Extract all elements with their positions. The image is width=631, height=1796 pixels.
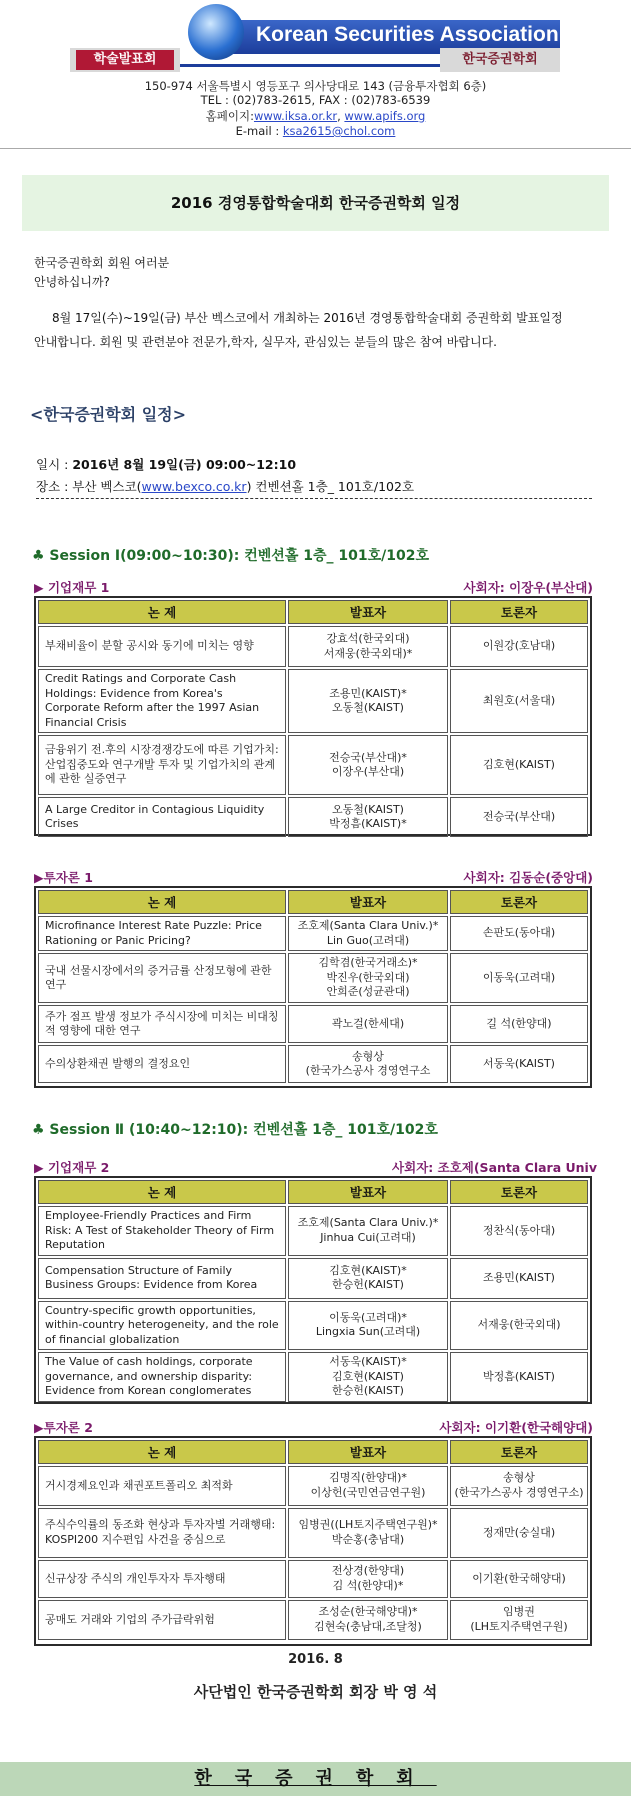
table-row	[38, 1466, 588, 1506]
col-topic: 논 제	[38, 600, 286, 624]
block-3-title: ▶ 기업재무 2	[34, 1160, 110, 1175]
presenter-cell: 조호제(Santa Clara Univ.)* Lin Guo(고려대)	[288, 916, 448, 951]
date-label: 일시 :	[36, 457, 73, 472]
header-divider	[0, 148, 631, 149]
bottom-banner-link[interactable]: 한국증권학회	[194, 1768, 437, 1789]
col-discussant: 토론자	[450, 1440, 588, 1464]
table-row	[38, 797, 588, 837]
greeting-line-2: 안녕하십니까?	[34, 275, 110, 289]
block-1-title: ▶ 기업재무 1	[34, 580, 110, 595]
presenter-cell: 김학겸(한국거래소)* 박진우(한국외대) 안희준(성균관대)	[288, 953, 448, 1003]
greeting-line-1: 한국증권학회 회원 여러분	[34, 256, 170, 270]
discussant-cell: 조용민(KAIST)	[450, 1258, 588, 1299]
col-discussant: 토론자	[450, 890, 588, 914]
table-row	[38, 626, 588, 667]
discussant-cell: 손판도(동아대)	[450, 916, 588, 951]
homepage-line	[0, 108, 631, 124]
table-row	[38, 953, 588, 1003]
block-4-title: ▶투자론 2	[34, 1420, 93, 1435]
presenter-cell: 전상경(한양대) 김 석(한양대)*	[288, 1560, 448, 1598]
topic-cell: 신규상장 주식의 개인투자자 투자행태	[38, 1560, 286, 1598]
topic-cell: Microfinance Interest Rate Puzzle: Price Rationing or Panic Pricing?	[38, 916, 286, 951]
table-row	[38, 1258, 588, 1299]
col-discussant: 토론자	[450, 600, 588, 624]
topic-cell: 부채비율이 분할 공시와 동기에 미치는 영향	[38, 626, 286, 667]
discussant-cell: 이동욱(고려대)	[450, 953, 588, 1003]
block-2-table	[34, 886, 592, 1088]
block-4-moderator: 사회자: 이기환(한국해양대)	[439, 1420, 593, 1435]
globe-icon	[188, 4, 244, 60]
block-2-moderator: 사회자: 김동순(중앙대)	[463, 870, 593, 885]
discussant-cell: 정재만(숭실대)	[450, 1508, 588, 1558]
bottom-banner	[0, 1762, 631, 1796]
badge-left-label: 학술발표회	[76, 50, 174, 70]
col-topic: 논 제	[38, 1180, 286, 1204]
presenter-cell: 임병권((LH토지주택연구원)* 박순홍(충남대)	[288, 1508, 448, 1558]
discussant-cell: 정찬식(동아대)	[450, 1206, 588, 1256]
topic-cell: 거시경제요인과 채권포트폴리오 최적화	[38, 1466, 286, 1506]
presenter-cell: 곽노걸(한세대)	[288, 1005, 448, 1043]
block-3-table	[34, 1176, 592, 1404]
topic-cell: 국내 선물시장에서의 증거금률 산정모형에 관한 연구	[38, 953, 286, 1003]
date-line	[36, 455, 296, 473]
presenter-cell: 조호제(Santa Clara Univ.)* Jinhua Cui(고려대)	[288, 1206, 448, 1256]
intro-line-1: 8월 17일(수)~19일(금) 부산 벡스코에서 개최하는 2016년 경영통합학술대회 증권학회 발표일정	[52, 311, 563, 325]
block-4-table	[34, 1436, 592, 1646]
homepage-link-iksa[interactable]: www.iksa.or.kr	[253, 109, 338, 123]
topic-cell: A Large Creditor in Contagious Liquidity Crises	[38, 797, 286, 837]
col-presenter: 발표자	[288, 1440, 448, 1464]
homepage-link-apifs[interactable]: www.apifs.org	[344, 109, 426, 123]
topic-cell: 공매도 거래와 기업의 주가급락위험	[38, 1600, 286, 1640]
col-presenter: 발표자	[288, 600, 448, 624]
discussant-cell: 김호현(KAIST)	[450, 735, 588, 795]
footer-date: 2016. 8	[288, 1652, 343, 1667]
table-row	[38, 1206, 588, 1256]
discussant-cell: 서동욱(KAIST)	[450, 1045, 588, 1083]
logo-badge-left	[70, 48, 180, 72]
discussant-cell: 서재웅(한국외대)	[450, 1301, 588, 1351]
discussant-cell: 이원강(호남대)	[450, 626, 588, 667]
col-topic: 논 제	[38, 890, 286, 914]
presenter-cell: 이동욱(고려대)* Lingxia Sun(고려대)	[288, 1301, 448, 1351]
email-line	[0, 124, 631, 138]
table-row	[38, 1005, 588, 1043]
presenter-cell: 송형상 (한국가스공사 경영연구소	[288, 1045, 448, 1083]
dashed-divider	[36, 498, 592, 499]
col-presenter: 발표자	[288, 1180, 448, 1204]
session-2-heading: ♣ Session Ⅱ (10:40~12:10): 컨벤션홀 1층_ 101호/102호	[32, 1122, 438, 1138]
topic-cell: 금융위기 전.후의 시장경쟁강도에 따른 기업가치: 산업집중도와 연구개발 투자 및 기업가치의 관계에 관한 실증연구	[38, 735, 286, 795]
topic-cell: Credit Ratings and Corporate Cash Holdings: Evidence from Korea's Corporate Reform after the 1997 Asian Financial Crisis	[38, 669, 286, 733]
date-value: 2016년 8월 19일(금) 09:00~12:10	[72, 457, 297, 472]
discussant-cell: 길 석(한양대)	[450, 1005, 588, 1043]
discussant-cell: 박정흠(KAIST)	[450, 1352, 588, 1402]
topic-cell: 주가 점프 발생 정보가 주식시장에 미치는 비대칭적 영향에 대한 연구	[38, 1005, 286, 1043]
presenter-cell: 조용민(KAIST)* 오동철(KAIST)	[288, 669, 448, 733]
col-presenter: 발표자	[288, 890, 448, 914]
topic-cell: Employee-Friendly Practices and Firm Risk: A Test of Stakeholder Theory of Firm Reputation	[38, 1206, 286, 1256]
table-row	[38, 1560, 588, 1598]
block-2-title: ▶투자론 1	[34, 870, 93, 885]
bexco-link[interactable]: www.bexco.co.kr	[141, 479, 247, 494]
email-link[interactable]: ksa2615@chol.com	[282, 124, 396, 138]
schedule-heading: <한국증권학회 일정>	[30, 405, 187, 424]
block-3-moderator: 사회자: 조호제(Santa Clara Univ	[392, 1160, 597, 1175]
presenter-cell: 조성순(한국해양대)* 김현숙(충남대,조달청)	[288, 1600, 448, 1640]
intro-line-2: 안내합니다. 회원 및 관련분야 전문가,학자, 실무자, 관심있는 분들의 많은 참여 바랍니다.	[34, 335, 497, 349]
topic-cell: 주식수익률의 동조화 현상과 투자자별 거래행태: KOSPI200 지수편입 사건을 중심으로	[38, 1508, 286, 1558]
table-row	[38, 1508, 588, 1558]
topic-cell: Country-specific growth opportunities, within-country heterogeneity, and the role of financial globalization	[38, 1301, 286, 1351]
title-box	[22, 175, 609, 231]
letterhead	[0, 0, 631, 148]
discussant-cell: 최원호(서울대)	[450, 669, 588, 733]
homepage-separator: ,	[337, 109, 345, 123]
block-1-moderator: 사회자: 이장우(부산대)	[463, 580, 593, 595]
table-row	[38, 669, 588, 733]
col-topic: 논 제	[38, 1440, 286, 1464]
topic-cell: The Value of cash holdings, corporate governance, and ownership disparity: Evidence from Korean conglomerates	[38, 1352, 286, 1402]
place-line	[36, 477, 414, 495]
col-discussant: 토론자	[450, 1180, 588, 1204]
presenter-cell: 오동철(KAIST) 박정흠(KAIST)*	[288, 797, 448, 837]
logo-badge-right: 한국증권학회	[440, 48, 560, 72]
table-row	[38, 1301, 588, 1351]
table-row	[38, 1045, 588, 1083]
presenter-cell: 김명직(한양대)* 이상헌(국민연금연구원)	[288, 1466, 448, 1506]
tel-fax-line: TEL : (02)783-2615, FAX : (02)783-6539	[200, 93, 431, 107]
address-line: 150-974 서울특별시 영등포구 의사당대로 143 (금융투자협회 6층)	[144, 79, 487, 93]
association-logo	[70, 6, 560, 72]
table-row	[38, 1352, 588, 1402]
discussant-cell: 임병권 (LH토지주택연구원)	[450, 1600, 588, 1640]
email-label: E-mail :	[235, 124, 283, 138]
homepage-label: 홈페이지:	[205, 109, 254, 123]
topic-cell: 수의상환채권 발행의 결정요인	[38, 1045, 286, 1083]
page-title: 2016 경영통합학술대회 한국증권학회 일정	[170, 194, 461, 212]
logo-underline	[180, 64, 440, 67]
table-row	[38, 1600, 588, 1640]
presenter-cell: 전승국(부산대)* 이장우(부산대)	[288, 735, 448, 795]
block-1-table	[34, 596, 592, 836]
place-label: 장소 : 부산 벡스코(	[36, 479, 142, 494]
footer-signature: 사단법인 한국증권학회 회장 박 영 석	[193, 1683, 438, 1701]
discussant-cell: 송형상 (한국가스공사 경영연구소)	[450, 1466, 588, 1506]
discussant-cell: 이기환(한국해양대)	[450, 1560, 588, 1598]
presenter-cell: 강효석(한국외대) 서재웅(한국외대)*	[288, 626, 448, 667]
discussant-cell: 전승국(부산대)	[450, 797, 588, 837]
place-rest: ) 컨벤션홀 1층_ 101호/102호	[246, 479, 415, 494]
table-row	[38, 735, 588, 795]
table-row	[38, 916, 588, 951]
presenter-cell: 김호현(KAIST)* 한승헌(KAIST)	[288, 1258, 448, 1299]
logo-brand-text: Korean Securities Association	[256, 23, 559, 46]
presenter-cell: 서동욱(KAIST)* 김호현(KAIST) 한승헌(KAIST)	[288, 1352, 448, 1402]
session-1-heading: ♣ Session Ⅰ(09:00~10:30): 컨벤션홀 1층_ 101호/102호	[32, 548, 429, 564]
topic-cell: Compensation Structure of Family Business Groups: Evidence from Korea	[38, 1258, 286, 1299]
